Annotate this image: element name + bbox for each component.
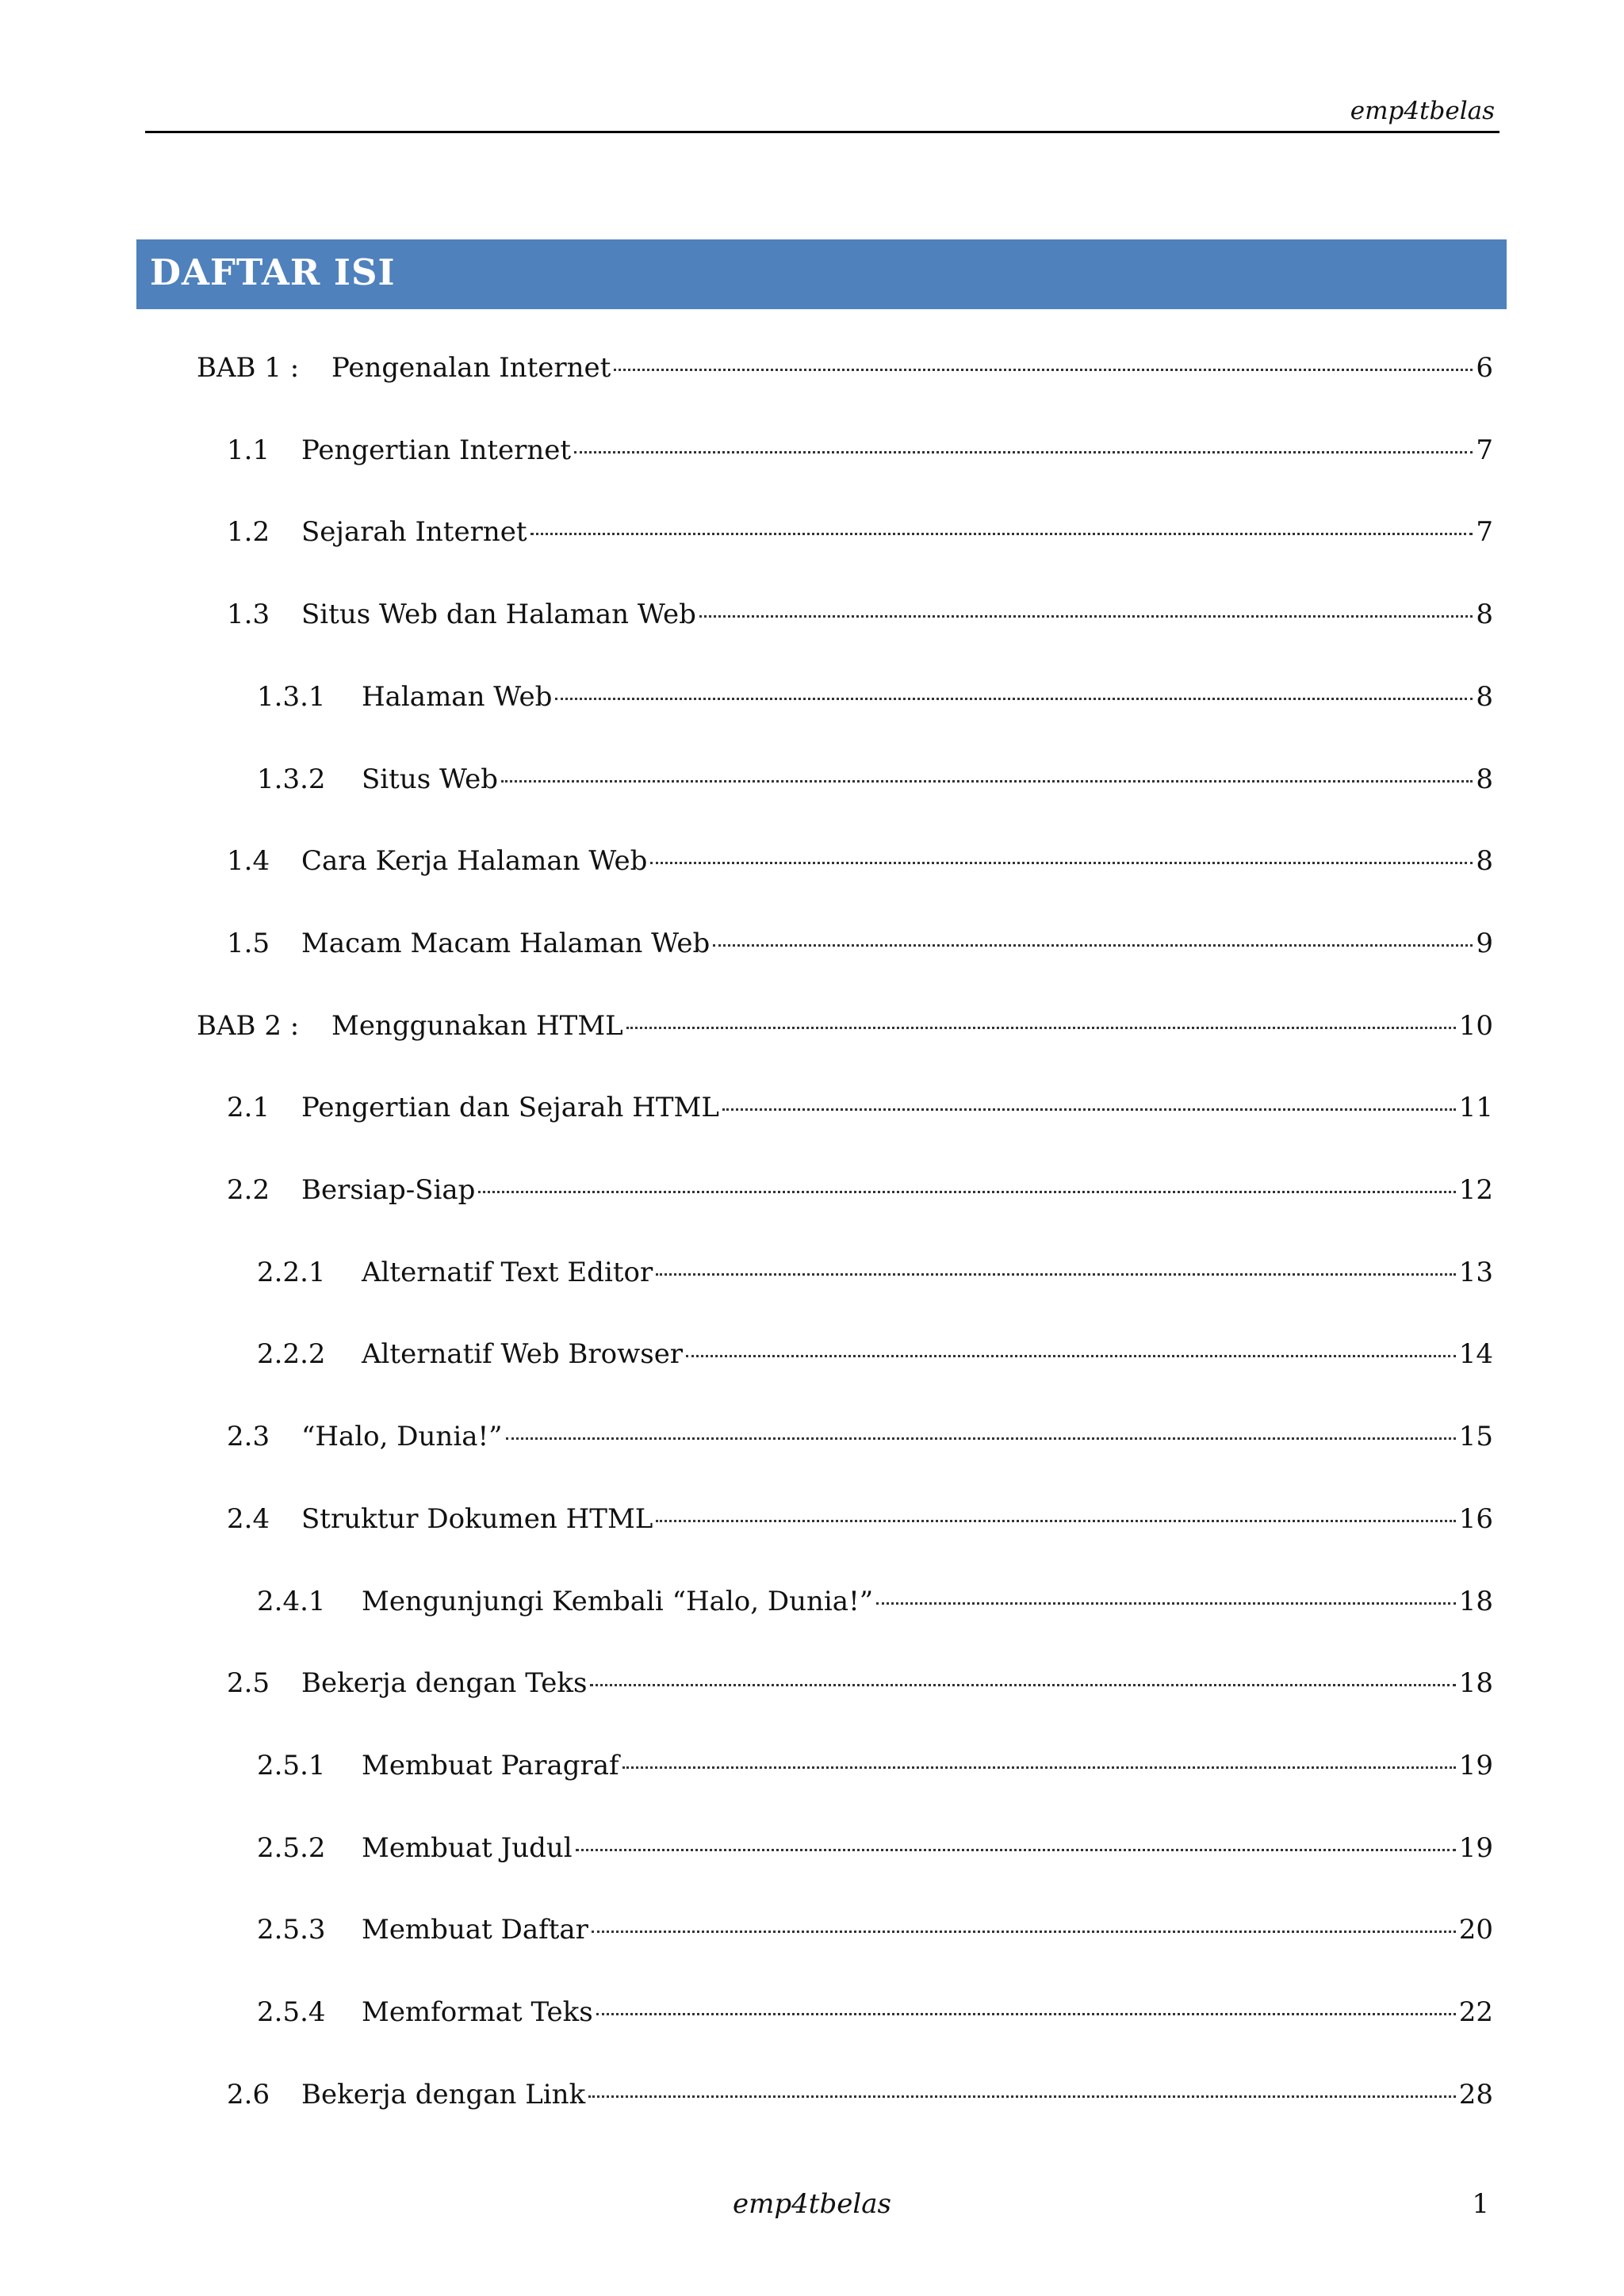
toc-entry-page: 13 [1458, 1257, 1493, 1288]
toc-dot-leader [478, 1191, 1455, 1193]
toc-dot-leader [501, 780, 1473, 783]
toc-entry-title: Macam Macam Halaman Web [301, 928, 710, 959]
toc-entry[interactable] [227, 431, 1493, 469]
toc-entry[interactable] [227, 2076, 1493, 2114]
toc-entry-page: 28 [1458, 2079, 1493, 2110]
toc-entry-title: “Halo, Dunia!” [301, 1421, 503, 1452]
toc-entry[interactable] [257, 760, 1493, 798]
toc-entry-number: 2.5.2 [257, 1832, 326, 1864]
toc-dot-leader [686, 1355, 1456, 1357]
toc-entry-number: BAB 2 : [197, 1010, 300, 1042]
toc-entry[interactable] [227, 1500, 1493, 1538]
toc-entry-page: 19 [1458, 1750, 1493, 1781]
toc-entry[interactable] [257, 1911, 1493, 1949]
toc-entry-number: 1.3.1 [257, 681, 326, 713]
footer-text: emp4tbelas [733, 2188, 891, 2220]
toc-entry-page: 8 [1476, 599, 1493, 630]
toc-entry-title: Membuat Judul [362, 1832, 573, 1864]
toc-dot-leader [656, 1273, 1456, 1276]
toc-entry-title: Mengunjungi Kembali “Halo, Dunia!” [362, 1586, 874, 1617]
toc-entry-page: 6 [1476, 352, 1493, 384]
toc-entry-number: 2.2.2 [257, 1338, 326, 1370]
toc-entry-number: BAB 1 : [197, 352, 300, 384]
toc-entry-title: Pengertian Internet [301, 434, 572, 466]
toc-entry[interactable] [227, 513, 1493, 551]
toc-entry[interactable] [227, 1171, 1493, 1209]
toc-entry-number: 2.5 [227, 1667, 270, 1699]
toc-entry-title: Memformat Teks [362, 1996, 593, 2028]
toc-entry-number: 2.4.1 [257, 1586, 326, 1617]
toc-entry-title: Pengenalan Internet [331, 352, 611, 384]
toc-title-bar [136, 239, 1507, 309]
toc-entry[interactable] [227, 924, 1493, 962]
toc-entry-title: Alternatif Web Browser [362, 1338, 684, 1370]
toc-entry-title: Cara Kerja Halaman Web [301, 845, 648, 877]
toc-entry-page: 15 [1458, 1421, 1493, 1452]
toc-entry-page: 18 [1458, 1586, 1493, 1617]
toc-entry[interactable] [257, 1335, 1493, 1373]
toc-dot-leader [614, 369, 1473, 371]
toc-entry-page: 14 [1458, 1338, 1493, 1370]
toc-title: DAFTAR ISI [150, 251, 396, 293]
toc-dot-leader [626, 1027, 1456, 1029]
toc-entry-number: 1.1 [227, 434, 270, 466]
toc-entry-title: Menggunakan HTML [331, 1010, 623, 1042]
toc-entry[interactable] [257, 678, 1493, 716]
toc-entry-title: Situs Web [362, 763, 499, 795]
toc-entry-number: 2.2.1 [257, 1257, 326, 1288]
page-header [145, 89, 1500, 133]
toc-entry-number: 2.3 [227, 1421, 270, 1452]
toc-entry[interactable] [197, 1007, 1493, 1045]
toc-entry-number: 2.5.4 [257, 1996, 326, 2028]
toc-dot-leader [588, 2095, 1456, 2098]
toc-entry-title: Struktur Dokumen HTML [301, 1503, 653, 1535]
toc-dot-leader [576, 1849, 1456, 1851]
toc-entry[interactable] [257, 1829, 1493, 1867]
toc-entry-page: 20 [1458, 1914, 1493, 1946]
toc-dot-leader [876, 1602, 1456, 1605]
toc-entry-number: 2.2 [227, 1174, 270, 1206]
toc-entry-page: 16 [1458, 1503, 1493, 1535]
toc-entry-title: Bekerja dengan Link [301, 2079, 586, 2110]
toc-entry-title: Situs Web dan Halaman Web [301, 599, 696, 630]
toc-entry[interactable] [227, 1089, 1493, 1127]
toc-entry-number: 2.5.1 [257, 1750, 326, 1781]
toc-entry-page: 8 [1476, 763, 1493, 795]
toc-entry[interactable] [257, 1253, 1493, 1292]
toc-entry-number: 1.3.2 [257, 763, 326, 795]
toc-entry-page: 11 [1458, 1092, 1493, 1123]
toc-dot-leader [713, 944, 1473, 947]
toc-entry-number: 2.5.3 [257, 1914, 326, 1946]
toc-entry-page: 22 [1458, 1996, 1493, 2028]
toc-dot-leader [650, 862, 1473, 864]
toc-dot-leader [590, 1684, 1455, 1686]
toc-entry-number: 1.5 [227, 928, 270, 959]
toc-entry[interactable] [197, 349, 1493, 387]
toc-dot-leader [699, 615, 1473, 618]
toc-entry-number: 1.4 [227, 845, 270, 877]
toc-entry-title: Pengertian dan Sejarah HTML [301, 1092, 719, 1123]
toc-entry[interactable] [257, 1993, 1493, 2031]
toc-dot-leader [574, 451, 1473, 453]
toc-entry-number: 2.1 [227, 1092, 270, 1123]
page-number: 1 [1472, 2188, 1489, 2220]
toc-entry-title: Halaman Web [362, 681, 553, 713]
toc-entry-page: 8 [1476, 681, 1493, 713]
toc-entry[interactable] [227, 595, 1493, 633]
toc-dot-leader [596, 2013, 1456, 2015]
toc-dot-leader [506, 1437, 1456, 1440]
toc-entry-title: Membuat Daftar [362, 1914, 588, 1946]
toc-entry-title: Membuat Paragraf [362, 1750, 619, 1781]
toc-entry[interactable] [227, 1664, 1493, 1702]
toc-entry-page: 18 [1458, 1667, 1493, 1699]
toc-entry-page: 12 [1458, 1174, 1493, 1206]
toc-entry-page: 7 [1476, 434, 1493, 466]
toc-entry-number: 2.4 [227, 1503, 270, 1535]
toc-dot-leader [622, 1766, 1456, 1769]
toc-entry-title: Sejarah Internet [301, 516, 527, 548]
toc-entry[interactable] [227, 842, 1493, 880]
toc-entry-page: 10 [1458, 1010, 1493, 1042]
toc-entry-number: 1.3 [227, 599, 270, 630]
toc-dot-leader [592, 1931, 1456, 1933]
toc-entry[interactable] [257, 1747, 1493, 1785]
page-footer [0, 2188, 1624, 2228]
toc-entry-page: 9 [1476, 928, 1493, 959]
toc-entry[interactable] [257, 1582, 1493, 1621]
header-text: emp4tbelas [1350, 97, 1495, 125]
toc-entry-number: 1.2 [227, 516, 270, 548]
toc-entry-title: Bekerja dengan Teks [301, 1667, 588, 1699]
toc-entry-number: 2.6 [227, 2079, 270, 2110]
toc-dot-leader [656, 1520, 1455, 1522]
toc-entry[interactable] [227, 1418, 1493, 1456]
toc-entry-page: 19 [1458, 1832, 1493, 1864]
toc-entry-title: Bersiap-Siap [301, 1174, 476, 1206]
toc-entry-page: 8 [1476, 845, 1493, 877]
toc-dot-leader [722, 1108, 1456, 1111]
toc-entry-title: Alternatif Text Editor [362, 1257, 653, 1288]
toc-dot-leader [530, 533, 1473, 535]
toc-entry-page: 7 [1476, 516, 1493, 548]
toc-dot-leader [555, 698, 1473, 700]
